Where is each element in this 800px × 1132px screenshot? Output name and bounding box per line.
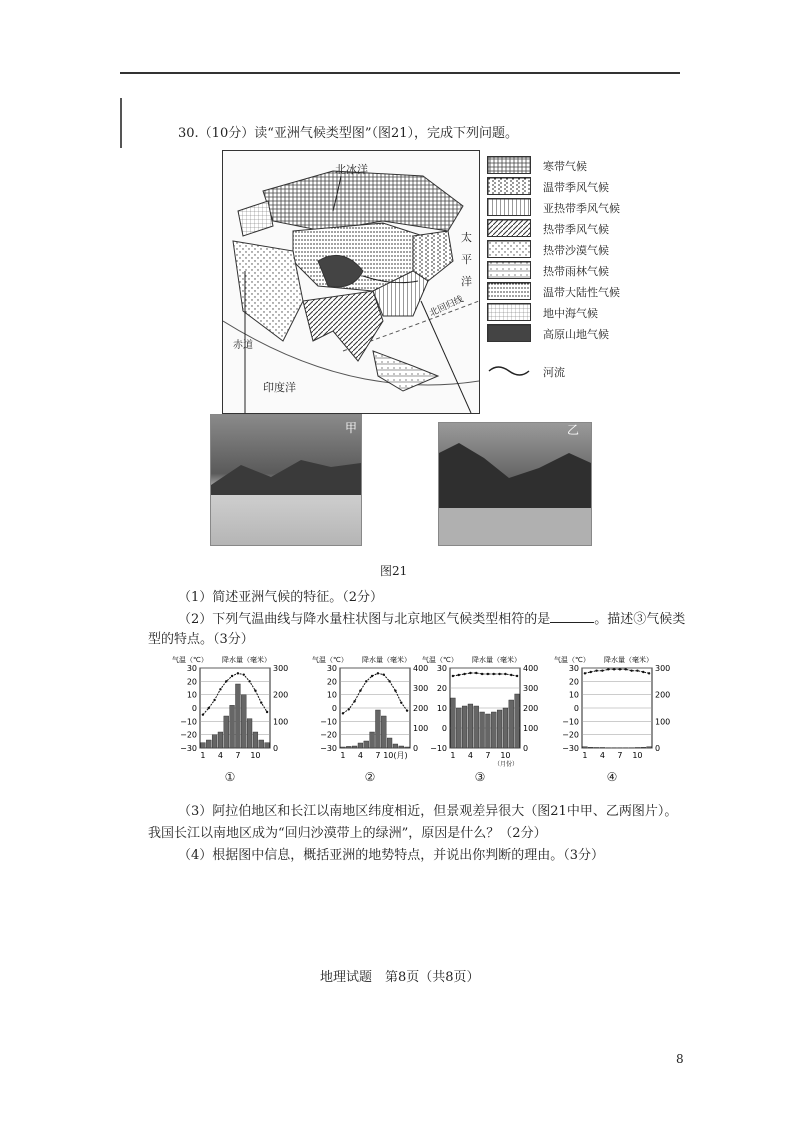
temp-tick-label: 10 bbox=[568, 690, 579, 700]
precip-tick-label: 200 bbox=[273, 690, 289, 700]
x-tick-label: 7 bbox=[617, 751, 623, 760]
legend-river bbox=[487, 362, 667, 380]
temperature-point bbox=[406, 709, 408, 711]
top-rule bbox=[120, 72, 680, 74]
x-tick-label: 7 bbox=[485, 751, 491, 760]
temp-tick-label: 0 bbox=[441, 724, 447, 733]
sub-question-4: （4）根据图中信息，概括亚洲的地势特点，并说出你判断的理由。（3分） bbox=[178, 848, 605, 863]
temperature-point bbox=[469, 672, 471, 674]
precip-bar bbox=[253, 732, 258, 748]
temperature-line bbox=[453, 673, 517, 676]
label-tropic: 北回归线 bbox=[428, 294, 466, 320]
legend-swatch bbox=[487, 282, 531, 300]
temperature-point bbox=[475, 672, 477, 674]
precip-bar bbox=[468, 704, 473, 748]
sub-question-1: （1）简述亚洲气候的特征。（2分） bbox=[178, 590, 384, 605]
photo-yi-label: 乙 bbox=[566, 423, 579, 437]
temperature-point bbox=[619, 668, 621, 670]
precip-bar bbox=[212, 735, 217, 748]
temp-tick-label: 30 bbox=[186, 664, 197, 673]
precip-bar bbox=[405, 747, 410, 748]
answer-blank[interactable] bbox=[550, 622, 594, 623]
temp-tick-label: −10 bbox=[320, 717, 337, 727]
temp-tick-label: 20 bbox=[436, 684, 447, 693]
legend-swatch bbox=[487, 198, 531, 216]
precip-tick-label: 100 bbox=[273, 717, 289, 727]
legend-item bbox=[487, 219, 667, 237]
legend-item bbox=[487, 303, 667, 321]
x-tick-label: 4 bbox=[467, 751, 473, 760]
precip-tick-label: 100 bbox=[655, 717, 671, 727]
legend-swatch bbox=[487, 156, 531, 174]
label-pacific-1: 太 bbox=[461, 231, 472, 244]
legend-river-label: 河流 bbox=[543, 366, 565, 379]
legend-item bbox=[487, 198, 667, 216]
temp-tick-label: 10 bbox=[326, 690, 337, 700]
precip-bar bbox=[399, 746, 404, 748]
x-tick-label: 10 bbox=[250, 751, 261, 760]
temperature-point bbox=[394, 689, 396, 691]
precip-bar bbox=[236, 684, 241, 748]
climate-chart-svg bbox=[420, 652, 550, 772]
precip-bar bbox=[224, 716, 229, 748]
label-pacific-2: 平 bbox=[461, 253, 472, 266]
zone-temperate-monsoon bbox=[413, 231, 453, 281]
precip-tick-label: 100 bbox=[413, 724, 429, 733]
precip-bar bbox=[230, 705, 235, 748]
precip-bar bbox=[509, 700, 514, 748]
temperature-point bbox=[208, 707, 210, 709]
temp-tick-label: −30 bbox=[320, 744, 337, 753]
x-tick-label: 10 bbox=[500, 751, 511, 760]
x-unit-label: （月份） bbox=[493, 761, 518, 768]
temperature-point bbox=[388, 680, 390, 682]
legend-label: 热带沙漠气候 bbox=[543, 244, 609, 257]
temp-tick-label: 30 bbox=[568, 664, 579, 673]
temp-tick-label: 30 bbox=[436, 664, 447, 673]
precip-tick-label: 0 bbox=[273, 744, 279, 753]
temperature-point bbox=[510, 674, 512, 676]
precip-bar bbox=[206, 740, 211, 748]
temperature-point bbox=[648, 672, 650, 674]
x-tick-label: 4 bbox=[599, 751, 605, 760]
precip-bar bbox=[497, 710, 502, 748]
temperature-point bbox=[595, 669, 597, 671]
precip-bar bbox=[364, 741, 369, 748]
temp-tick-label: 0 bbox=[191, 704, 197, 713]
temperature-point bbox=[601, 669, 603, 671]
temp-tick-label: −20 bbox=[562, 730, 579, 740]
temp-tick-label: −10 bbox=[180, 717, 197, 727]
precip-axis-label: 降水量（毫米） bbox=[604, 656, 653, 664]
sub-question-3: （3）阿拉伯地区和长江以南地区纬度相近，但景观差异很大（图21中甲、乙两图片）。 bbox=[178, 804, 678, 819]
x-tick-label: 4 bbox=[357, 751, 363, 760]
legend-label: 高原山地气候 bbox=[543, 328, 609, 341]
temp-tick-label: −20 bbox=[320, 730, 337, 740]
temperature-point bbox=[342, 712, 344, 714]
asia-climate-map bbox=[222, 150, 480, 414]
sub-question-2-cont: 型的特点。（3分） bbox=[148, 632, 254, 647]
legend-swatch bbox=[487, 261, 531, 279]
precip-bar bbox=[218, 732, 223, 748]
legend-item bbox=[487, 240, 667, 258]
precip-bar bbox=[641, 747, 646, 748]
temperature-point bbox=[463, 673, 465, 675]
precip-axis-label: 降水量（毫米） bbox=[222, 656, 271, 664]
precip-bar bbox=[352, 746, 357, 748]
x-tick-label: 1 bbox=[340, 751, 346, 760]
sub-question-2-a: （2）下列气温曲线与降水量柱状图与北京地区气候类型相符的是 bbox=[178, 612, 551, 627]
temperature-line bbox=[203, 673, 267, 714]
precip-tick-label: 300 bbox=[523, 684, 539, 693]
x-tick-label: 1 bbox=[450, 751, 456, 760]
precip-bar bbox=[341, 747, 346, 748]
precip-tick-label: 400 bbox=[523, 664, 539, 673]
precip-bar bbox=[393, 744, 398, 748]
precip-tick-label: 300 bbox=[413, 684, 429, 693]
temp-tick-label: −30 bbox=[180, 744, 197, 753]
temperature-point bbox=[584, 672, 586, 674]
label-pacific-3: 洋 bbox=[461, 275, 472, 288]
figure-caption: 图21 bbox=[380, 564, 408, 578]
zone-mediterranean bbox=[238, 201, 273, 236]
chart-number: ③ bbox=[474, 770, 486, 784]
legend-label: 热带季风气候 bbox=[543, 223, 609, 236]
precip-bar bbox=[486, 714, 491, 748]
chart-number: ① bbox=[224, 770, 236, 784]
temperature-point bbox=[266, 711, 268, 713]
temp-tick-label: −10 bbox=[562, 717, 579, 727]
temperature-point bbox=[516, 675, 518, 677]
climate-chart bbox=[552, 652, 682, 792]
temperature-point bbox=[498, 673, 500, 675]
temperature-point bbox=[348, 708, 350, 710]
temperature-point bbox=[493, 673, 495, 675]
legend-swatch bbox=[487, 177, 531, 195]
precip-bar bbox=[594, 747, 599, 748]
temp-tick-label: −10 bbox=[430, 744, 447, 753]
legend-swatch bbox=[487, 240, 531, 258]
x-tick-label: 10(月) bbox=[383, 751, 408, 760]
temperature-line bbox=[343, 673, 407, 713]
temp-axis-label: 气温（℃） bbox=[422, 656, 458, 664]
temperature-point bbox=[260, 701, 262, 703]
temperature-point bbox=[613, 668, 615, 670]
temp-tick-label: 10 bbox=[436, 704, 447, 713]
temperature-point bbox=[590, 671, 592, 673]
temp-tick-label: −20 bbox=[180, 730, 197, 740]
temperature-point bbox=[225, 680, 227, 682]
precip-tick-label: 200 bbox=[655, 690, 671, 700]
temperature-point bbox=[630, 669, 632, 671]
temperature-line bbox=[585, 669, 649, 673]
sub-question-3-cont: 我国长江以南地区成为“回归沙漠带上的绿洲”，原因是什么？（2分） bbox=[148, 826, 547, 841]
precip-tick-label: 100 bbox=[523, 724, 539, 733]
precip-bar bbox=[387, 738, 392, 748]
page-footer: 地理试题 第8页（共8页） bbox=[320, 970, 480, 985]
legend-label: 热带雨林气候 bbox=[543, 265, 609, 278]
temperature-point bbox=[248, 680, 250, 682]
temperature-point bbox=[254, 689, 256, 691]
legend-item bbox=[487, 261, 667, 279]
temperature-point bbox=[458, 674, 460, 676]
temperature-point bbox=[400, 701, 402, 703]
precip-bar bbox=[451, 698, 456, 748]
margin-mark bbox=[120, 98, 122, 148]
x-tick-label: 7 bbox=[375, 751, 381, 760]
temp-tick-label: 20 bbox=[568, 677, 579, 687]
legend-label: 温带大陆性气候 bbox=[543, 286, 620, 299]
map-svg bbox=[223, 151, 479, 413]
precip-tick-label: 0 bbox=[523, 744, 529, 753]
precip-bar bbox=[462, 706, 467, 748]
legend-swatch bbox=[487, 303, 531, 321]
precip-bar bbox=[381, 716, 386, 748]
temp-axis-label: 气温（℃） bbox=[312, 656, 348, 664]
precip-bar bbox=[474, 706, 479, 748]
photo-yi bbox=[438, 422, 592, 546]
precip-bar bbox=[647, 747, 652, 748]
precip-bar bbox=[456, 708, 461, 748]
legend-label: 地中海气候 bbox=[543, 307, 598, 320]
precip-axis-label: 降水量（毫米） bbox=[472, 656, 521, 664]
precip-bar bbox=[515, 694, 520, 748]
temp-tick-label: 0 bbox=[331, 704, 337, 713]
precip-bar bbox=[588, 747, 593, 748]
temp-tick-label: 0 bbox=[573, 704, 579, 713]
precip-tick-label: 400 bbox=[413, 664, 429, 673]
temperature-point bbox=[487, 673, 489, 675]
legend-swatch bbox=[487, 219, 531, 237]
legend-label: 亚热带季风气候 bbox=[543, 202, 620, 215]
climate-chart-svg bbox=[170, 652, 300, 772]
precip-tick-label: 300 bbox=[273, 664, 289, 673]
precip-bar bbox=[259, 740, 264, 748]
sub-question-2 bbox=[178, 608, 685, 627]
precip-bar bbox=[241, 695, 246, 748]
temp-tick-label: 10 bbox=[186, 690, 197, 700]
x-tick-label: 1 bbox=[582, 751, 588, 760]
temperature-point bbox=[452, 675, 454, 677]
legend-item bbox=[487, 282, 667, 300]
x-tick-label: 4 bbox=[217, 751, 223, 760]
temperature-point bbox=[231, 675, 233, 677]
temperature-point bbox=[219, 688, 221, 690]
precip-bar bbox=[346, 746, 351, 748]
precip-bar bbox=[358, 743, 363, 748]
zone-cold bbox=[263, 171, 463, 231]
temperature-point bbox=[377, 672, 379, 674]
temperature-point bbox=[213, 699, 215, 701]
legend-item bbox=[487, 324, 667, 342]
precip-bar bbox=[491, 712, 496, 748]
precip-tick-label: 200 bbox=[523, 704, 539, 713]
legend-label: 温带季风气候 bbox=[543, 181, 609, 194]
temperature-point bbox=[383, 673, 385, 675]
temperature-point bbox=[243, 673, 245, 675]
temp-tick-label: 30 bbox=[326, 664, 337, 673]
temperature-point bbox=[636, 669, 638, 671]
zone-desert bbox=[233, 241, 303, 341]
pointer-line-yi bbox=[421, 301, 471, 413]
temperature-point bbox=[481, 673, 483, 675]
temperature-point bbox=[202, 713, 204, 715]
precip-bar bbox=[583, 747, 588, 748]
chart-number: ② bbox=[364, 770, 376, 784]
precip-tick-label: 0 bbox=[655, 744, 661, 753]
precip-bar bbox=[201, 743, 206, 748]
temperature-point bbox=[359, 689, 361, 691]
river-icon bbox=[487, 362, 531, 380]
legend-label: 寒带气候 bbox=[543, 160, 587, 173]
label-indian-ocean: 印度洋 bbox=[263, 381, 296, 394]
temperature-point bbox=[371, 675, 373, 677]
photo-jia bbox=[210, 414, 362, 546]
temperature-point bbox=[237, 672, 239, 674]
label-arctic: 北冰洋 bbox=[335, 163, 368, 176]
x-tick-label: 10 bbox=[632, 751, 643, 760]
page-number: 8 bbox=[676, 1052, 684, 1066]
photo-jia-label: 甲 bbox=[344, 421, 357, 435]
precip-tick-label: 300 bbox=[655, 664, 671, 673]
legend-swatch bbox=[487, 324, 531, 342]
temp-axis-label: 气温（℃） bbox=[172, 656, 208, 664]
temperature-point bbox=[353, 700, 355, 702]
question-title: 30.（10分）读“亚洲气候类型图”（图21），完成下列问题。 bbox=[178, 126, 519, 141]
legend-item bbox=[487, 156, 667, 174]
temp-axis-label: 气温（℃） bbox=[554, 656, 590, 664]
precip-tick-label: 200 bbox=[413, 704, 429, 713]
precip-bar bbox=[265, 743, 270, 748]
legend-item bbox=[487, 177, 667, 195]
temperature-point bbox=[642, 671, 644, 673]
temperature-point bbox=[365, 680, 367, 682]
climate-chart bbox=[170, 652, 300, 792]
temp-tick-label: 20 bbox=[326, 677, 337, 687]
temperature-point bbox=[625, 668, 627, 670]
precip-axis-label: 降水量（毫米） bbox=[362, 656, 411, 664]
temp-tick-label: 20 bbox=[186, 677, 197, 687]
precip-bar bbox=[247, 719, 252, 748]
climate-chart bbox=[420, 652, 550, 792]
precip-tick-label: 0 bbox=[413, 744, 419, 753]
label-equator: 赤道 bbox=[233, 340, 253, 351]
precip-bar bbox=[376, 710, 381, 748]
sub-question-2-b: 。描述③气候类 bbox=[594, 612, 686, 627]
chart-number: ④ bbox=[606, 770, 618, 784]
x-tick-label: 1 bbox=[200, 751, 206, 760]
precip-bar bbox=[503, 708, 508, 748]
precip-bar bbox=[600, 747, 605, 748]
climate-chart-svg bbox=[552, 652, 682, 772]
precip-bar bbox=[480, 712, 485, 748]
x-tick-label: 7 bbox=[235, 751, 241, 760]
temperature-point bbox=[607, 668, 609, 670]
precip-bar bbox=[370, 732, 375, 748]
precip-bar bbox=[635, 747, 640, 748]
temperature-point bbox=[504, 673, 506, 675]
temp-tick-label: −30 bbox=[562, 744, 579, 753]
